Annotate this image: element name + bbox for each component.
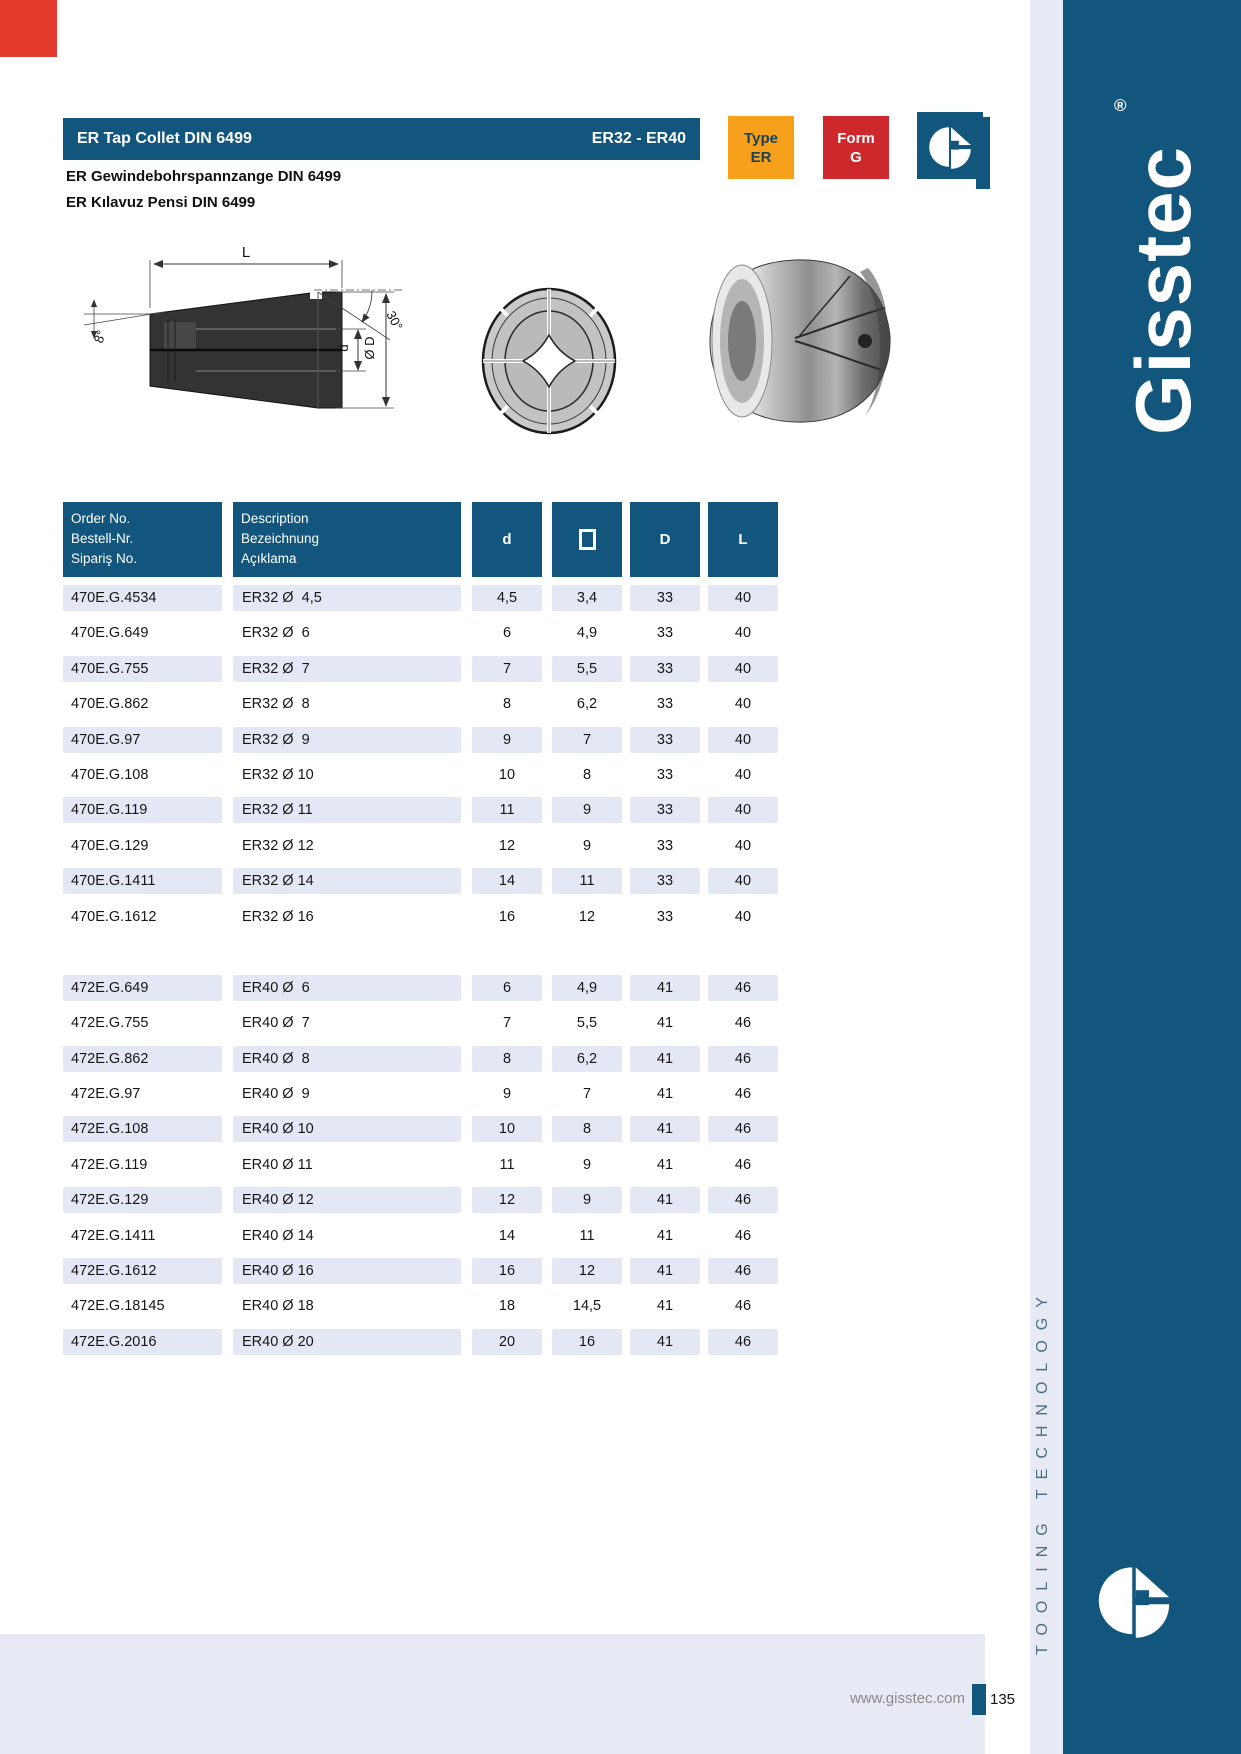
table-cell: 40 bbox=[708, 797, 778, 823]
table-cell: 4,9 bbox=[576, 625, 598, 642]
table-cell: ER40 Ø 9 bbox=[242, 1086, 310, 1103]
header-square bbox=[552, 502, 622, 577]
table-cell: ER32 Ø 16 bbox=[242, 908, 314, 925]
table-cell: ER40 Ø 11 bbox=[242, 1156, 313, 1173]
table-cell: 46 bbox=[734, 1227, 752, 1244]
table-cell: 33 bbox=[630, 797, 700, 823]
table-row bbox=[63, 762, 778, 788]
table-cell: 9 bbox=[582, 837, 592, 854]
table-row bbox=[63, 797, 778, 823]
page-title: ER Tap Collet DIN 6499 bbox=[77, 130, 252, 147]
table-cell: 11 bbox=[552, 868, 622, 894]
table-cell: 472E.G.2016 bbox=[63, 1329, 222, 1355]
registered-mark: ® bbox=[1114, 96, 1127, 115]
table-cell: 40 bbox=[708, 727, 778, 753]
table-cell: ER40 Ø 16 bbox=[233, 1258, 461, 1284]
dim-label-chamfer: 30° bbox=[383, 308, 406, 333]
table-cell: 470E.G.108 bbox=[71, 766, 149, 783]
table-cell: 33 bbox=[656, 625, 674, 642]
table-cell: 11 bbox=[472, 797, 542, 823]
table-group-gap bbox=[63, 939, 778, 975]
table-cell: ER40 Ø 8 bbox=[233, 1046, 461, 1072]
table-cell: ER40 Ø 6 bbox=[233, 975, 461, 1001]
table-cell: 470E.G.755 bbox=[63, 656, 222, 682]
table-cell: 8 bbox=[472, 1046, 542, 1072]
table-row bbox=[63, 1010, 778, 1036]
table-cell: ER40 Ø 14 bbox=[242, 1227, 314, 1244]
table-cell: 470E.G.129 bbox=[71, 837, 149, 854]
table-cell: 41 bbox=[630, 1116, 700, 1142]
form-badge bbox=[823, 116, 889, 179]
table-cell: 41 bbox=[630, 1258, 700, 1284]
header-description-en: Description bbox=[241, 511, 309, 526]
table-cell: 14 bbox=[472, 868, 542, 894]
table-cell: 470E.G.97 bbox=[63, 727, 222, 753]
table-cell: 41 bbox=[656, 1156, 674, 1173]
table-cell: 40 bbox=[734, 837, 752, 854]
collet-photo bbox=[700, 248, 900, 434]
table-cell: 16 bbox=[472, 1258, 542, 1284]
table-cell: 40 bbox=[708, 585, 778, 611]
table-cell: ER40 Ø 7 bbox=[242, 1015, 310, 1032]
table-cell: 470E.G.4534 bbox=[63, 585, 222, 611]
table-cell: 18 bbox=[498, 1298, 516, 1315]
dim-label-length: L bbox=[241, 244, 251, 261]
form-badge-line2: G bbox=[850, 148, 862, 166]
table-body bbox=[63, 585, 778, 1355]
table-row bbox=[63, 1293, 778, 1319]
table-row bbox=[63, 1187, 778, 1213]
table-row bbox=[63, 620, 778, 646]
table-cell: 40 bbox=[734, 696, 752, 713]
table-cell: ER40 Ø 18 bbox=[242, 1298, 314, 1315]
table-cell: 14 bbox=[498, 1227, 516, 1244]
table-row bbox=[63, 1116, 778, 1142]
table-cell: 46 bbox=[708, 975, 778, 1001]
table-cell: 470E.G.119 bbox=[63, 797, 222, 823]
table-cell: ER32 Ø 12 bbox=[242, 837, 314, 854]
table-cell: 33 bbox=[656, 908, 674, 925]
table-row bbox=[63, 1046, 778, 1072]
table-cell: 14,5 bbox=[572, 1298, 602, 1315]
header-description-tr: Açıklama bbox=[241, 551, 297, 566]
table-row bbox=[63, 691, 778, 717]
table-cell: ER32 Ø 8 bbox=[242, 696, 310, 713]
table-cell: 40 bbox=[734, 766, 752, 783]
header-description-de: Bezeichnung bbox=[241, 531, 320, 546]
table-cell: 46 bbox=[708, 1187, 778, 1213]
table-cell: 11 bbox=[579, 1227, 595, 1244]
table-cell: 470E.G.1612 bbox=[71, 908, 157, 925]
table-cell: 9 bbox=[552, 797, 622, 823]
dim-label-taper: 8° bbox=[90, 328, 110, 346]
table-cell: 470E.G.649 bbox=[71, 625, 149, 642]
table-cell: ER32 Ø 14 bbox=[233, 868, 461, 894]
tagline-vertical: TOOLING TECHNOLOGY bbox=[1034, 1287, 1051, 1655]
table-cell: 33 bbox=[630, 868, 700, 894]
table-cell: 33 bbox=[630, 656, 700, 682]
header-D: D bbox=[630, 502, 700, 577]
table-cell: 40 bbox=[708, 868, 778, 894]
table-cell: 472E.G.119 bbox=[71, 1156, 148, 1173]
table-cell: 5,5 bbox=[576, 1015, 598, 1032]
table-cell: 41 bbox=[656, 1298, 674, 1315]
dim-label-bore: d bbox=[336, 344, 351, 352]
table-cell: 46 bbox=[734, 1156, 752, 1173]
table-cell: 8 bbox=[582, 766, 592, 783]
table-cell: 46 bbox=[708, 1116, 778, 1142]
front-view-drawing bbox=[478, 286, 620, 436]
table-cell: 470E.G.1411 bbox=[63, 868, 222, 894]
table-cell: 46 bbox=[708, 1329, 778, 1355]
table-cell: 41 bbox=[656, 1086, 674, 1103]
table-cell: 12 bbox=[552, 1258, 622, 1284]
table-row bbox=[63, 975, 778, 1001]
table-cell: 33 bbox=[656, 837, 674, 854]
table-cell: ER40 Ø 20 bbox=[233, 1329, 461, 1355]
square-symbol bbox=[579, 529, 596, 550]
table-cell: 472E.G.1612 bbox=[63, 1258, 222, 1284]
page-number: 135 bbox=[990, 1691, 1016, 1708]
table-cell: 40 bbox=[734, 908, 752, 925]
table-cell: 41 bbox=[630, 1046, 700, 1072]
gisstec-logo-badge bbox=[917, 112, 983, 179]
table-cell: 472E.G.18145 bbox=[71, 1298, 165, 1315]
table-cell: 4,5 bbox=[472, 585, 542, 611]
table-cell: 16 bbox=[552, 1329, 622, 1355]
side-view-drawing bbox=[68, 230, 416, 432]
table-cell: 7 bbox=[552, 727, 622, 753]
table-cell: 46 bbox=[734, 1086, 752, 1103]
size-range: ER32 - ER40 bbox=[591, 130, 686, 147]
table-cell: 11 bbox=[499, 1156, 515, 1173]
table-cell: 9 bbox=[472, 727, 542, 753]
table-cell: ER32 Ø 10 bbox=[242, 766, 314, 783]
table-cell: 470E.G.862 bbox=[71, 696, 149, 713]
table-cell: 7 bbox=[582, 1086, 592, 1103]
table-row bbox=[63, 585, 778, 611]
table-cell: 6,2 bbox=[552, 1046, 622, 1072]
header-order bbox=[63, 502, 222, 577]
header-d: d bbox=[472, 502, 542, 577]
table-cell: 472E.G.129 bbox=[63, 1187, 222, 1213]
table-cell: 8 bbox=[502, 696, 512, 713]
gisstec-logo-icon-bottom bbox=[1090, 1555, 1178, 1643]
table-row bbox=[63, 656, 778, 682]
table-cell: ER32 Ø 7 bbox=[233, 656, 461, 682]
table-cell: 3,4 bbox=[552, 585, 622, 611]
table-header bbox=[63, 502, 778, 577]
table-cell: 472E.G.862 bbox=[63, 1046, 222, 1072]
table-row bbox=[63, 1223, 778, 1249]
table-cell: 12 bbox=[472, 1187, 542, 1213]
subtitle-german: ER Gewindebohrspannzange DIN 6499 bbox=[66, 168, 342, 185]
table-cell: 46 bbox=[708, 1046, 778, 1072]
table-cell: ER40 Ø 10 bbox=[233, 1116, 461, 1142]
table-cell: ER32 Ø 9 bbox=[233, 727, 461, 753]
table-cell: 6 bbox=[502, 625, 512, 642]
table-row bbox=[63, 1329, 778, 1355]
table-row bbox=[63, 1152, 778, 1178]
table-row bbox=[63, 1081, 778, 1107]
table-cell: 472E.G.97 bbox=[71, 1086, 141, 1103]
table-cell: 33 bbox=[630, 727, 700, 753]
table-row bbox=[63, 1258, 778, 1284]
table-row bbox=[63, 727, 778, 753]
table-cell: 5,5 bbox=[552, 656, 622, 682]
table-cell: 8 bbox=[552, 1116, 622, 1142]
header-order-tr: Sipariş No. bbox=[71, 551, 138, 566]
table-cell: 472E.G.755 bbox=[71, 1015, 149, 1032]
table-cell: 9 bbox=[552, 1187, 622, 1213]
table-cell: ER32 Ø 11 bbox=[233, 797, 461, 823]
type-badge-line1: Type bbox=[744, 129, 778, 147]
header-description bbox=[233, 502, 461, 577]
table-cell: 40 bbox=[708, 656, 778, 682]
table-cell: 12 bbox=[578, 908, 596, 925]
table-cell: ER32 Ø 6 bbox=[242, 625, 310, 642]
brand-logotype: Gisstec bbox=[1119, 146, 1207, 435]
dim-label-outer: Ø D bbox=[362, 336, 377, 360]
table-cell: 41 bbox=[630, 1329, 700, 1355]
header-order-de: Bestell-Nr. bbox=[71, 531, 134, 546]
header-order-en: Order No. bbox=[71, 511, 131, 526]
table-cell: 16 bbox=[498, 908, 516, 925]
table-cell: ER40 Ø 12 bbox=[233, 1187, 461, 1213]
table-cell: 33 bbox=[630, 585, 700, 611]
type-badge bbox=[728, 116, 794, 179]
table-cell: 41 bbox=[630, 975, 700, 1001]
type-badge-line2: ER bbox=[750, 148, 772, 166]
table-cell: 46 bbox=[734, 1015, 752, 1032]
table-cell: 10 bbox=[498, 766, 516, 783]
header-L: L bbox=[708, 502, 778, 577]
table-cell: ER32 Ø 4,5 bbox=[233, 585, 461, 611]
table-cell: 40 bbox=[734, 625, 752, 642]
table-cell: 9 bbox=[582, 1156, 592, 1173]
form-badge-line1: Form bbox=[837, 129, 875, 147]
table-cell: 9 bbox=[502, 1086, 512, 1103]
page-number-marker bbox=[972, 1684, 986, 1715]
table-cell: 472E.G.108 bbox=[63, 1116, 222, 1142]
table-cell: 41 bbox=[656, 1227, 674, 1244]
table-cell: 33 bbox=[656, 696, 674, 713]
table-row bbox=[63, 833, 778, 859]
table-cell: 7 bbox=[472, 656, 542, 682]
table-cell: 41 bbox=[656, 1015, 674, 1032]
table-cell: 12 bbox=[498, 837, 516, 854]
subtitle-turkish: ER Kılavuz Pensi DIN 6499 bbox=[66, 194, 256, 211]
table-cell: 46 bbox=[734, 1298, 752, 1315]
table-cell: 46 bbox=[708, 1258, 778, 1284]
table-cell: 20 bbox=[472, 1329, 542, 1355]
table-row bbox=[63, 904, 778, 930]
title-bar bbox=[63, 118, 700, 160]
table-row bbox=[63, 868, 778, 894]
table-cell: 6 bbox=[472, 975, 542, 1001]
table-cell: 472E.G.1411 bbox=[71, 1227, 156, 1244]
table-cell: 4,9 bbox=[552, 975, 622, 1001]
table-cell: 10 bbox=[472, 1116, 542, 1142]
table-cell: 472E.G.649 bbox=[63, 975, 222, 1001]
table-cell: 7 bbox=[502, 1015, 512, 1032]
table-cell: 33 bbox=[656, 766, 674, 783]
table-cell: 6,2 bbox=[576, 696, 598, 713]
website-link[interactable]: www.gisstec.com bbox=[849, 1690, 965, 1707]
table-cell: 41 bbox=[630, 1187, 700, 1213]
gisstec-logo-icon bbox=[924, 120, 976, 172]
corner-red-square bbox=[0, 0, 57, 57]
product-table bbox=[63, 502, 778, 1364]
